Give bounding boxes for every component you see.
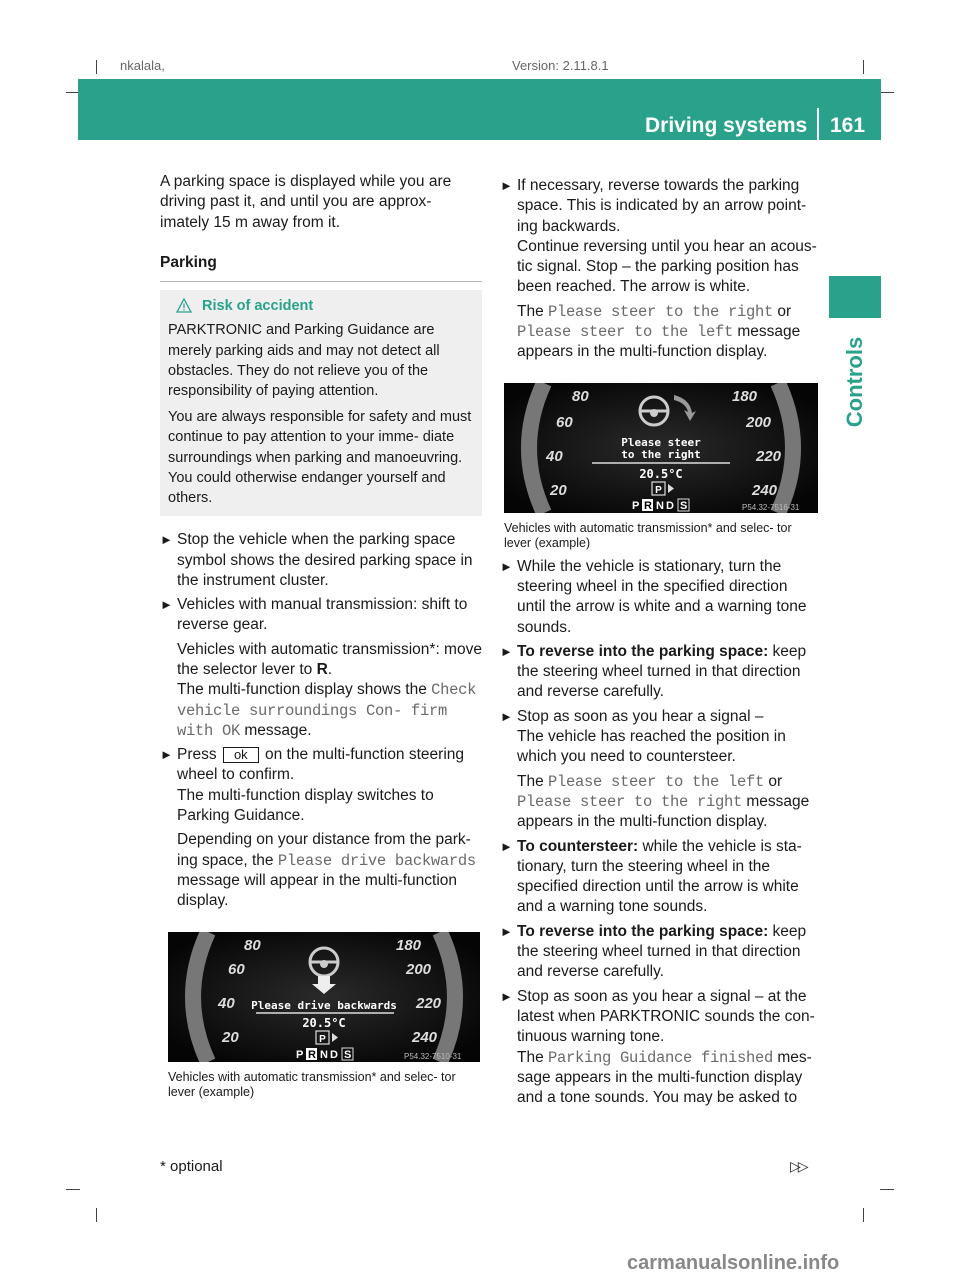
speed-label: 60 [228,960,245,978]
step-text: Vehicles with manual transmission: shift to reverse gear. [177,596,468,634]
gear-label: P [296,1048,304,1061]
step-bold: To reverse into the parking space: [517,922,769,940]
step [500,557,818,638]
step [500,176,818,298]
warning-para-1: PARKTRONIC and Parking Guidance are merely parking aids and may not detect all obstacles. They do not relieve you of the responsibility of paying attention. [168,322,440,399]
intro-text: A parking space is displayed while you are driving past it, and until you are approx- imately 15 m away from it. [160,173,452,231]
right-column [500,172,818,1108]
crop-mark [863,1208,864,1222]
step [500,642,818,703]
figure-code: P54.32-7510-31 [404,1051,462,1061]
speed-label: 180 [732,387,758,405]
left-column [160,172,482,1100]
step [500,987,818,1109]
cluster-figure [504,383,818,513]
step-text: message appears in the multi-function display. [517,323,801,361]
speed-label: 20 [222,1028,239,1046]
gear-label: R [644,499,652,512]
step-text: The multi-function display shows the [177,681,432,699]
crop-mark [880,92,894,93]
step-detail [160,830,482,911]
speed-label: 200 [746,413,772,431]
step-text: The [517,302,549,320]
display-message-line: to the right [621,447,701,461]
step-text: while the vehicle is sta- tionary, turn the steering wheel in the specified direction until the arrow is white and a warning tone sounds. [517,837,802,916]
print-info-left: nkalala, [120,58,165,73]
ok-key-symbol: ok [223,747,259,763]
speed-label: 220 [416,994,442,1012]
step [160,595,482,636]
crop-mark [880,1189,894,1190]
speed-label: 240 [412,1028,438,1046]
gear-label: P [632,499,640,512]
temperature: 20.5°C [302,1015,346,1030]
step-arrow-icon: ► [160,747,173,763]
step-detail: Vehicles with automatic transmission*: move the selector lever to R. The multi-function display shows the Check vehicle surroundings Con‐ firm with OK message. [177,640,482,740]
speed-label: 180 [396,936,422,954]
side-tab [829,276,881,318]
display-message: Parking Guidance finished [548,1048,774,1067]
step-text: The [517,1048,549,1066]
gear-label: S [680,499,688,512]
display-message: Please steer to the left [517,323,734,342]
figure-code: P54.32-7516-31 [742,502,800,512]
step-text: on the multi-function steering wheel to confirm. [177,746,465,784]
step-arrow-icon: ► [160,597,173,613]
warning-box [160,290,482,516]
gear-label: N [656,499,664,512]
step-text: keep the steering wheel turned in that direction and reverse carefully. [517,922,807,981]
step-arrow-icon: ► [500,838,513,854]
step-arrow-icon: ► [160,532,173,548]
step-text: Stop as soon as you hear a signal – at the latest when PARKTRONIC sounds the con- tinuous warning tone. [517,987,815,1046]
step-arrow-icon: ► [500,923,513,939]
step-arrow-icon: ► [500,643,513,659]
gear-label: R [308,1048,316,1061]
side-label-text: Controls [842,336,867,428]
step-arrow-icon: ► [500,988,513,1004]
step [500,922,818,983]
crop-mark [96,1208,97,1222]
step [500,707,818,768]
speed-label: 80 [244,936,261,954]
header-divider [817,108,819,140]
step-arrow-icon: ► [500,708,513,724]
display-message: Please steer to the right [548,302,774,321]
step-text: message. [240,721,312,739]
step-text: keep the steering wheel turned in that direction and reverse carefully. [517,642,807,701]
instrument-cluster-image [504,383,818,513]
crop-mark [863,60,864,74]
step-arrow-icon: ► [500,558,513,574]
cluster-figure [168,932,480,1062]
continue-arrows-icon: ▷▷ [790,1158,806,1174]
crop-mark [96,60,97,74]
gear-label: D [330,1048,338,1061]
step-text: or [764,772,783,790]
speed-label: 20 [550,481,567,499]
step-text: message will appear in the multi-function display. [177,871,457,910]
page-title: Driving systems [645,114,808,137]
gear-label: D [666,499,674,512]
step-text: Press [177,746,221,764]
step-text: The vehicle has reached the position in which you need to countersteer. [517,728,786,766]
step-text: or [773,302,792,320]
speed-label: 200 [406,960,432,978]
step-text: Depending on your distance from the park- ing space, the [177,831,471,869]
section-heading: Parking [160,253,482,282]
step [500,837,818,918]
speed-label: 80 [572,387,589,405]
display-message: Please steer to the left [548,772,765,791]
print-info-right: Version: 2.11.8.1 [512,58,609,73]
figure-caption: Vehicles with automatic transmission* and selec- tor lever (example) [168,1069,456,1099]
step-text: mes- sage appears in the multi-function display and a tone sounds. You may be asked to [517,1048,812,1107]
page-number: 161 [830,114,866,137]
gear-label: S [344,1048,352,1061]
warning-triangle-icon [176,298,192,314]
figure-caption: Vehicles with automatic transmission* and selec- tor lever (example) [504,520,792,550]
speed-label: 60 [556,413,573,431]
step-bold: To countersteer: [517,837,639,855]
park-symbol-label: P [319,1033,326,1045]
step-text: The [517,772,549,790]
step-text: While the vehicle is stationary, turn the steering wheel in the specified direction until the arrow is white and a warning tone sounds. [517,557,807,636]
speed-label: 40 [546,447,563,465]
side-label [829,322,881,442]
display-message: Check vehicle surroundings Con‐ firm with OK [177,681,477,740]
step-bold: To reverse into the parking space: [517,642,769,660]
park-symbol-label: P [655,484,662,496]
step [160,530,482,591]
step-text: Vehicles with automatic transmission*: move the selector lever to [177,640,482,678]
speed-label: 40 [218,994,235,1012]
watermark: carmanualsonline.info [627,1252,840,1274]
gear-letter: R [316,661,328,678]
display-message: Please steer to the right [517,792,743,811]
step-text: If necessary, reverse towards the parking space. This is indicated by an arrow point- ing backwards. [517,177,807,235]
step-text: The multi-function display switches to Parking Guidance. [177,786,434,825]
display-message: Please drive backwards [277,851,476,870]
temperature: 20.5°C [639,466,683,481]
crop-mark [66,1189,80,1190]
step-text: Stop as soon as you hear a signal – [517,707,764,725]
step-detail [500,302,818,363]
step-text: message appears in the multi-function display. [517,792,810,831]
step-arrow-icon: ► [500,178,513,193]
step-detail [500,772,818,833]
warning-title-row [168,296,474,316]
display-message-line: Please steer [621,435,701,449]
instrument-cluster-image [168,932,480,1062]
warning-para-2: You are always responsible for safety and must continue to pay attention to your imme- diate surroundings when parking and manoeuvring. You could otherwise endanger yourself and others. [168,409,472,507]
footnote: * optional [160,1158,223,1175]
step [160,745,482,826]
speed-label: 240 [752,481,778,499]
step-text: Continue reversing until you hear an acous- tic signal. Stop – the parking position has been reached. The arrow is white. [517,237,817,296]
step-text: Stop the vehicle when the parking space symbol shows the desired parking space in the instrument cluster. [177,531,473,589]
warning-title: Risk of accident [202,298,314,315]
display-message: Please drive backwards [251,998,397,1012]
speed-label: 220 [756,447,782,465]
gear-label: N [320,1048,328,1061]
